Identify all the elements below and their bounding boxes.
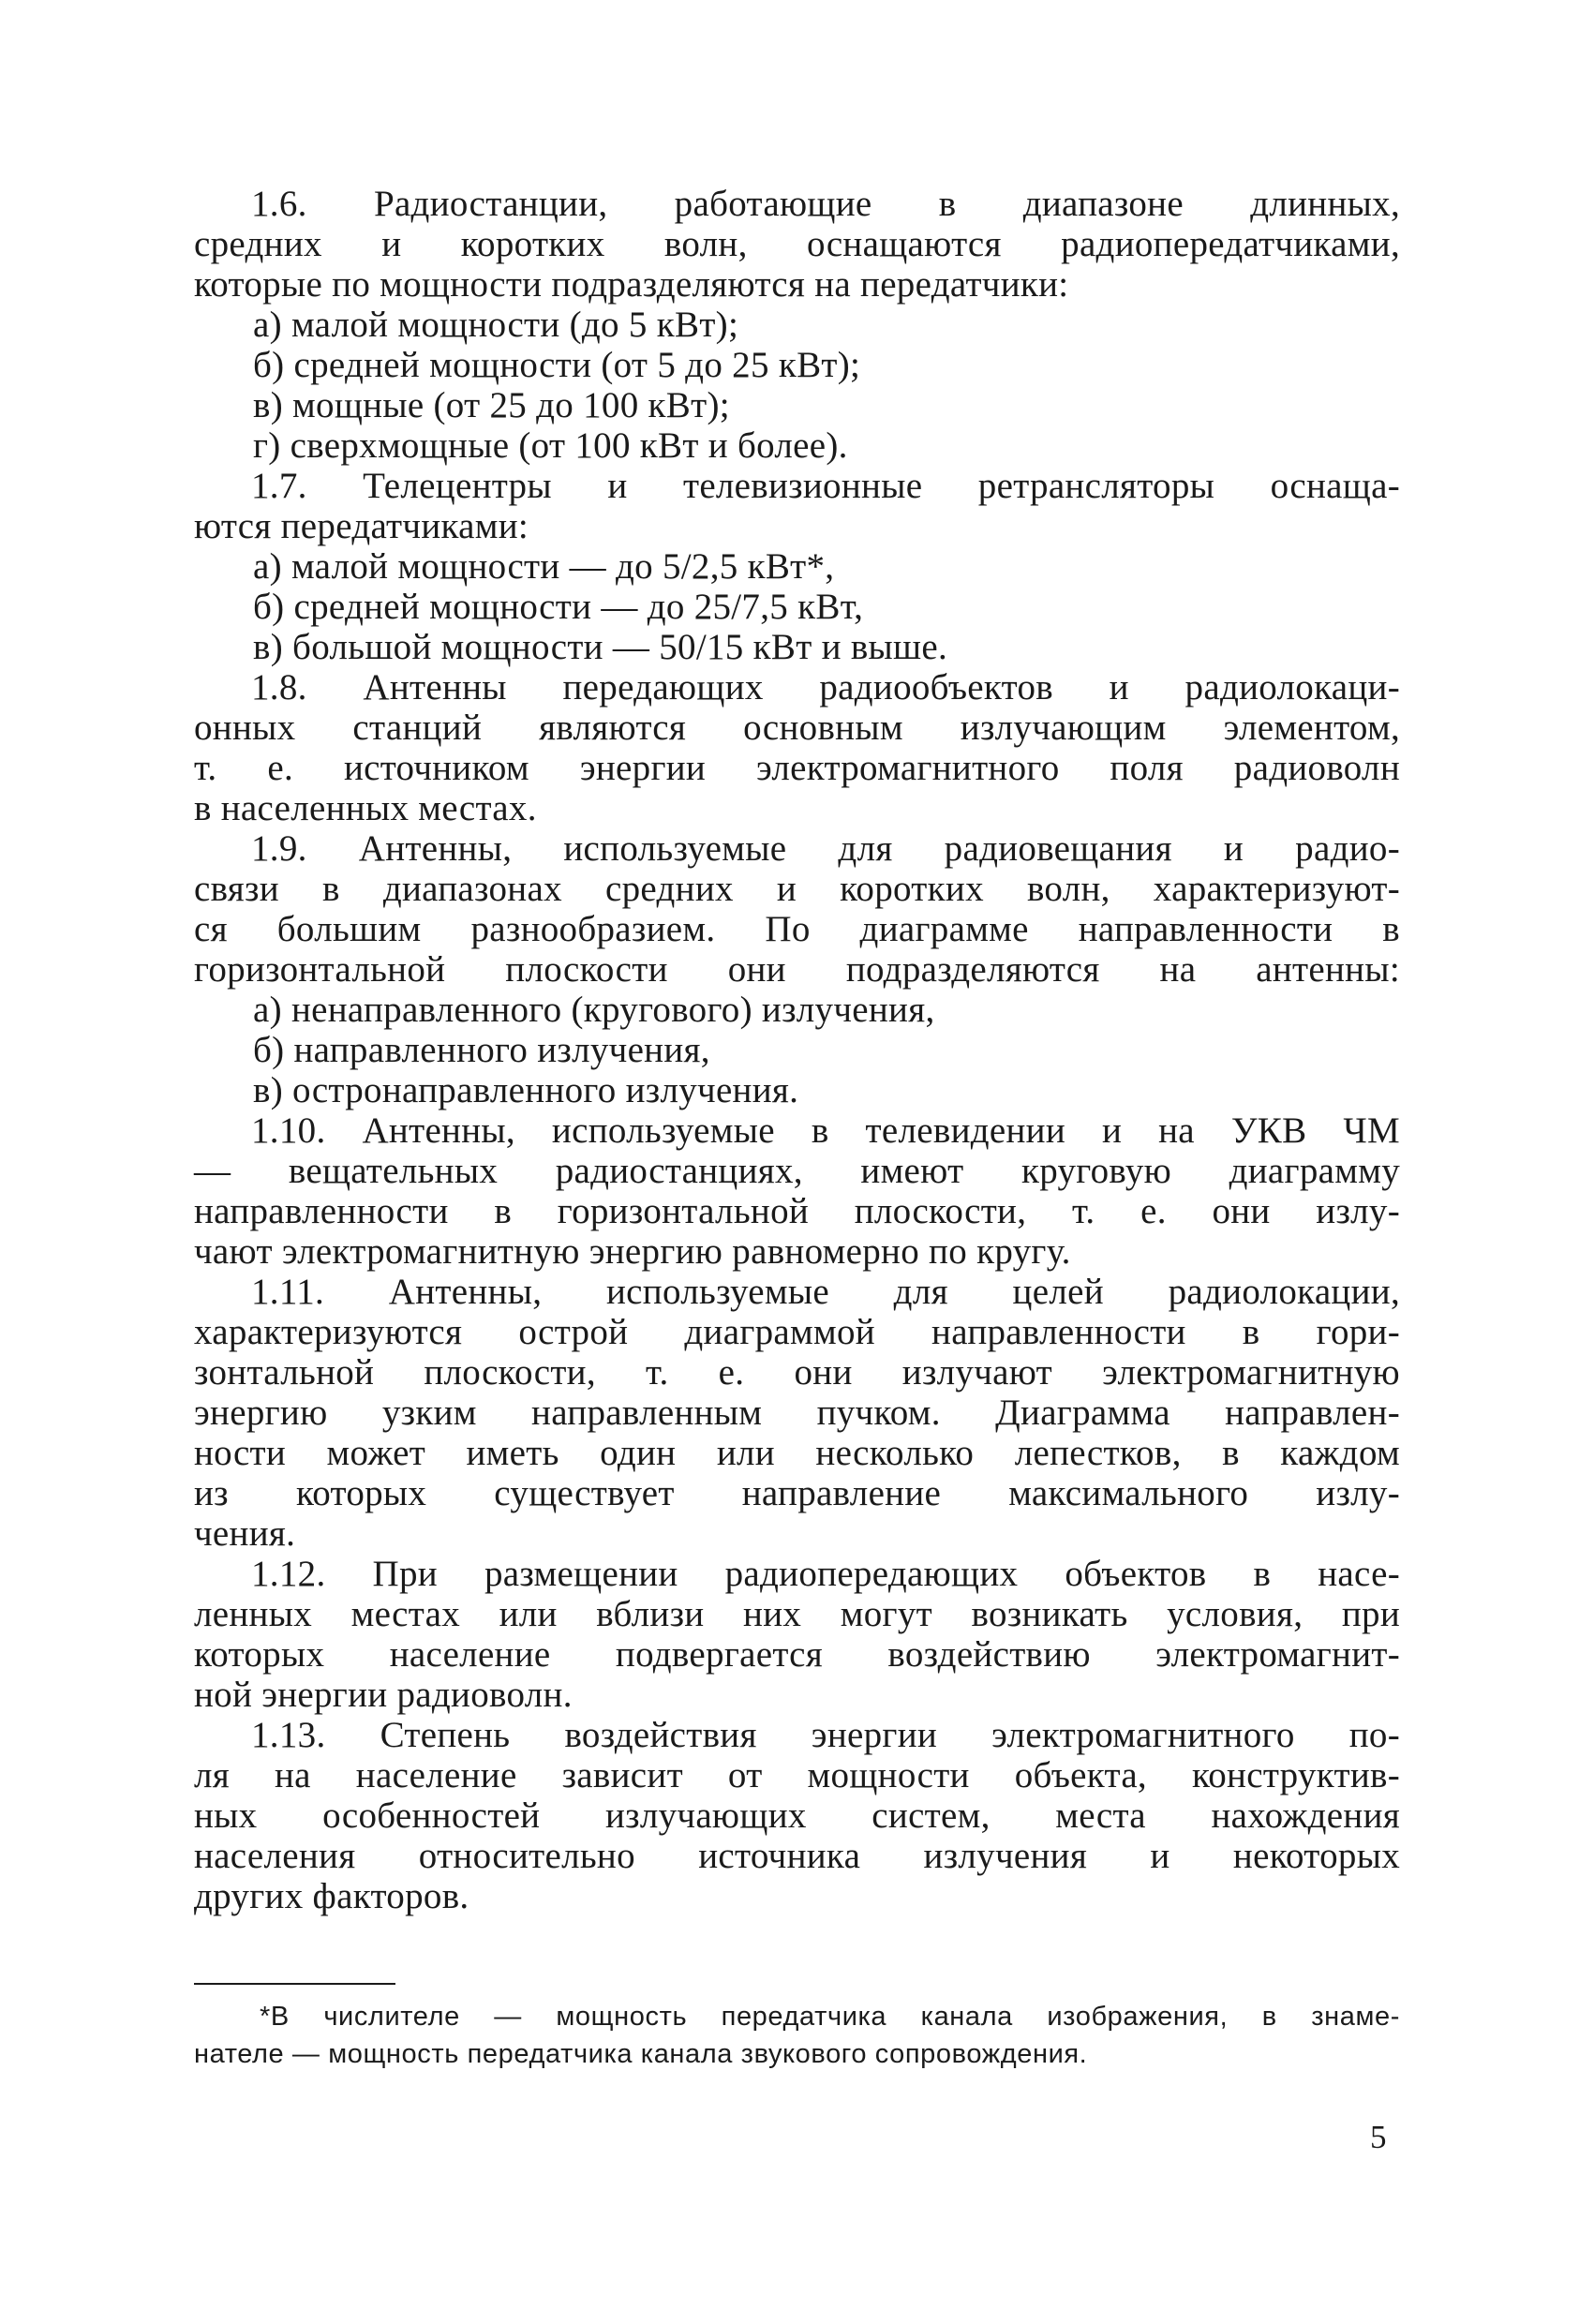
- text-line: а) малой мощности — до 5/2,5 кВт*,: [253, 546, 835, 587]
- text-line: б) средней мощности — до 25/7,5 кВт,: [253, 587, 864, 627]
- text-line: т. е. источником энергии электромагнитного поля радиоволн: [194, 748, 1400, 788]
- text-line: которых население подвергается воздействию электромагнит-: [194, 1634, 1400, 1675]
- text-line: 1.11. Антенны, используемые для целей радиолокации,: [251, 1272, 1400, 1312]
- text-line: из которых существует направление максимального излу-: [194, 1473, 1400, 1513]
- text-line: 1.8. Антенны передающих радиообъектов и радиолокаци-: [251, 667, 1400, 708]
- text-line: ных особенностей излучающих систем, места нахождения: [194, 1795, 1400, 1836]
- text-line: — вещательных радиостанциях, имеют круговую диаграмму: [194, 1151, 1400, 1191]
- text-line: ля на население зависит от мощности объекта, конструктив-: [194, 1755, 1400, 1795]
- footnote-divider: [194, 1983, 395, 1985]
- text-line: чают электромагнитную энергию равномерно по кругу.: [194, 1231, 1071, 1272]
- text-line: в) остронаправленного излучения.: [253, 1070, 799, 1110]
- page-number: 5: [1370, 2119, 1387, 2155]
- text-line: ности может иметь один или несколько лепестков, в каждом: [194, 1433, 1400, 1473]
- text-line: ются передатчиками:: [194, 506, 529, 546]
- text-line: которые по мощности подразделяются на передатчики:: [194, 264, 1069, 305]
- text-line: 1.13. Степень воздействия энергии электромагнитного по-: [251, 1715, 1400, 1755]
- footnote-line: нателе — мощность передатчика канала звукового сопровождения.: [194, 2039, 1088, 2069]
- main-text: [194, 184, 1400, 1916]
- text-line: характеризуются острой диаграммой направленности в гори-: [194, 1312, 1400, 1352]
- text-line: ся большим разнообразием. По диаграмме направленности в: [194, 909, 1400, 949]
- text-line: в) мощные (от 25 до 100 кВт);: [253, 385, 730, 425]
- text-line: чения.: [194, 1513, 296, 1554]
- text-line: в) большой мощности — 50/15 кВт и выше.: [253, 627, 948, 667]
- footnote: [194, 1998, 1400, 2073]
- text-line: в населенных местах.: [194, 788, 537, 828]
- text-line: направленности в горизонтальной плоскости, т. е. они излу-: [194, 1191, 1400, 1231]
- text-line: б) направленного излучения,: [253, 1030, 710, 1070]
- text-line: энергию узким направленным пучком. Диаграмма направлен-: [194, 1393, 1400, 1433]
- text-line: 1.12. При размещении радиопередающих объектов в насе-: [251, 1554, 1400, 1594]
- text-line: 1.6. Радиостанции, работающие в диапазоне длинных,: [251, 184, 1400, 224]
- text-line: средних и коротких волн, оснащаются радиопередатчиками,: [194, 224, 1400, 264]
- text-line: онных станций являются основным излучающим элементом,: [194, 708, 1400, 748]
- text-line: г) сверхмощные (от 100 кВт и более).: [253, 425, 848, 466]
- text-line: ной энергии радиоволн.: [194, 1675, 573, 1715]
- text-line: 1.10. Антенны, используемые в телевидении и на УКВ ЧМ: [251, 1110, 1400, 1151]
- footnote-line: *В числителе — мощность передатчика канала изображения, в знаме-: [260, 2002, 1400, 2032]
- text-line: б) средней мощности (от 5 до 25 кВт);: [253, 345, 861, 385]
- text-line: населения относительно источника излучения и некоторых: [194, 1836, 1400, 1876]
- text-line: а) ненаправленного (кругового) излучения,: [253, 990, 935, 1030]
- text-line: 1.7. Телецентры и телевизионные ретрансляторы оснаща-: [251, 466, 1400, 506]
- text-line: 1.9. Антенны, используемые для радиовещания и радио-: [251, 828, 1400, 869]
- text-line: ленных местах или вблизи них могут возникать условия, при: [194, 1594, 1400, 1634]
- text-line: связи в диапазонах средних и коротких волн, характеризуют-: [194, 869, 1400, 909]
- text-line: зонтальной плоскости, т. е. они излучают электромагнитную: [194, 1352, 1400, 1393]
- text-line: других факторов.: [194, 1876, 469, 1916]
- text-line: горизонтальной плоскости они подразделяются на антенны:: [194, 949, 1400, 990]
- text-line: а) малой мощности (до 5 кВт);: [253, 305, 739, 345]
